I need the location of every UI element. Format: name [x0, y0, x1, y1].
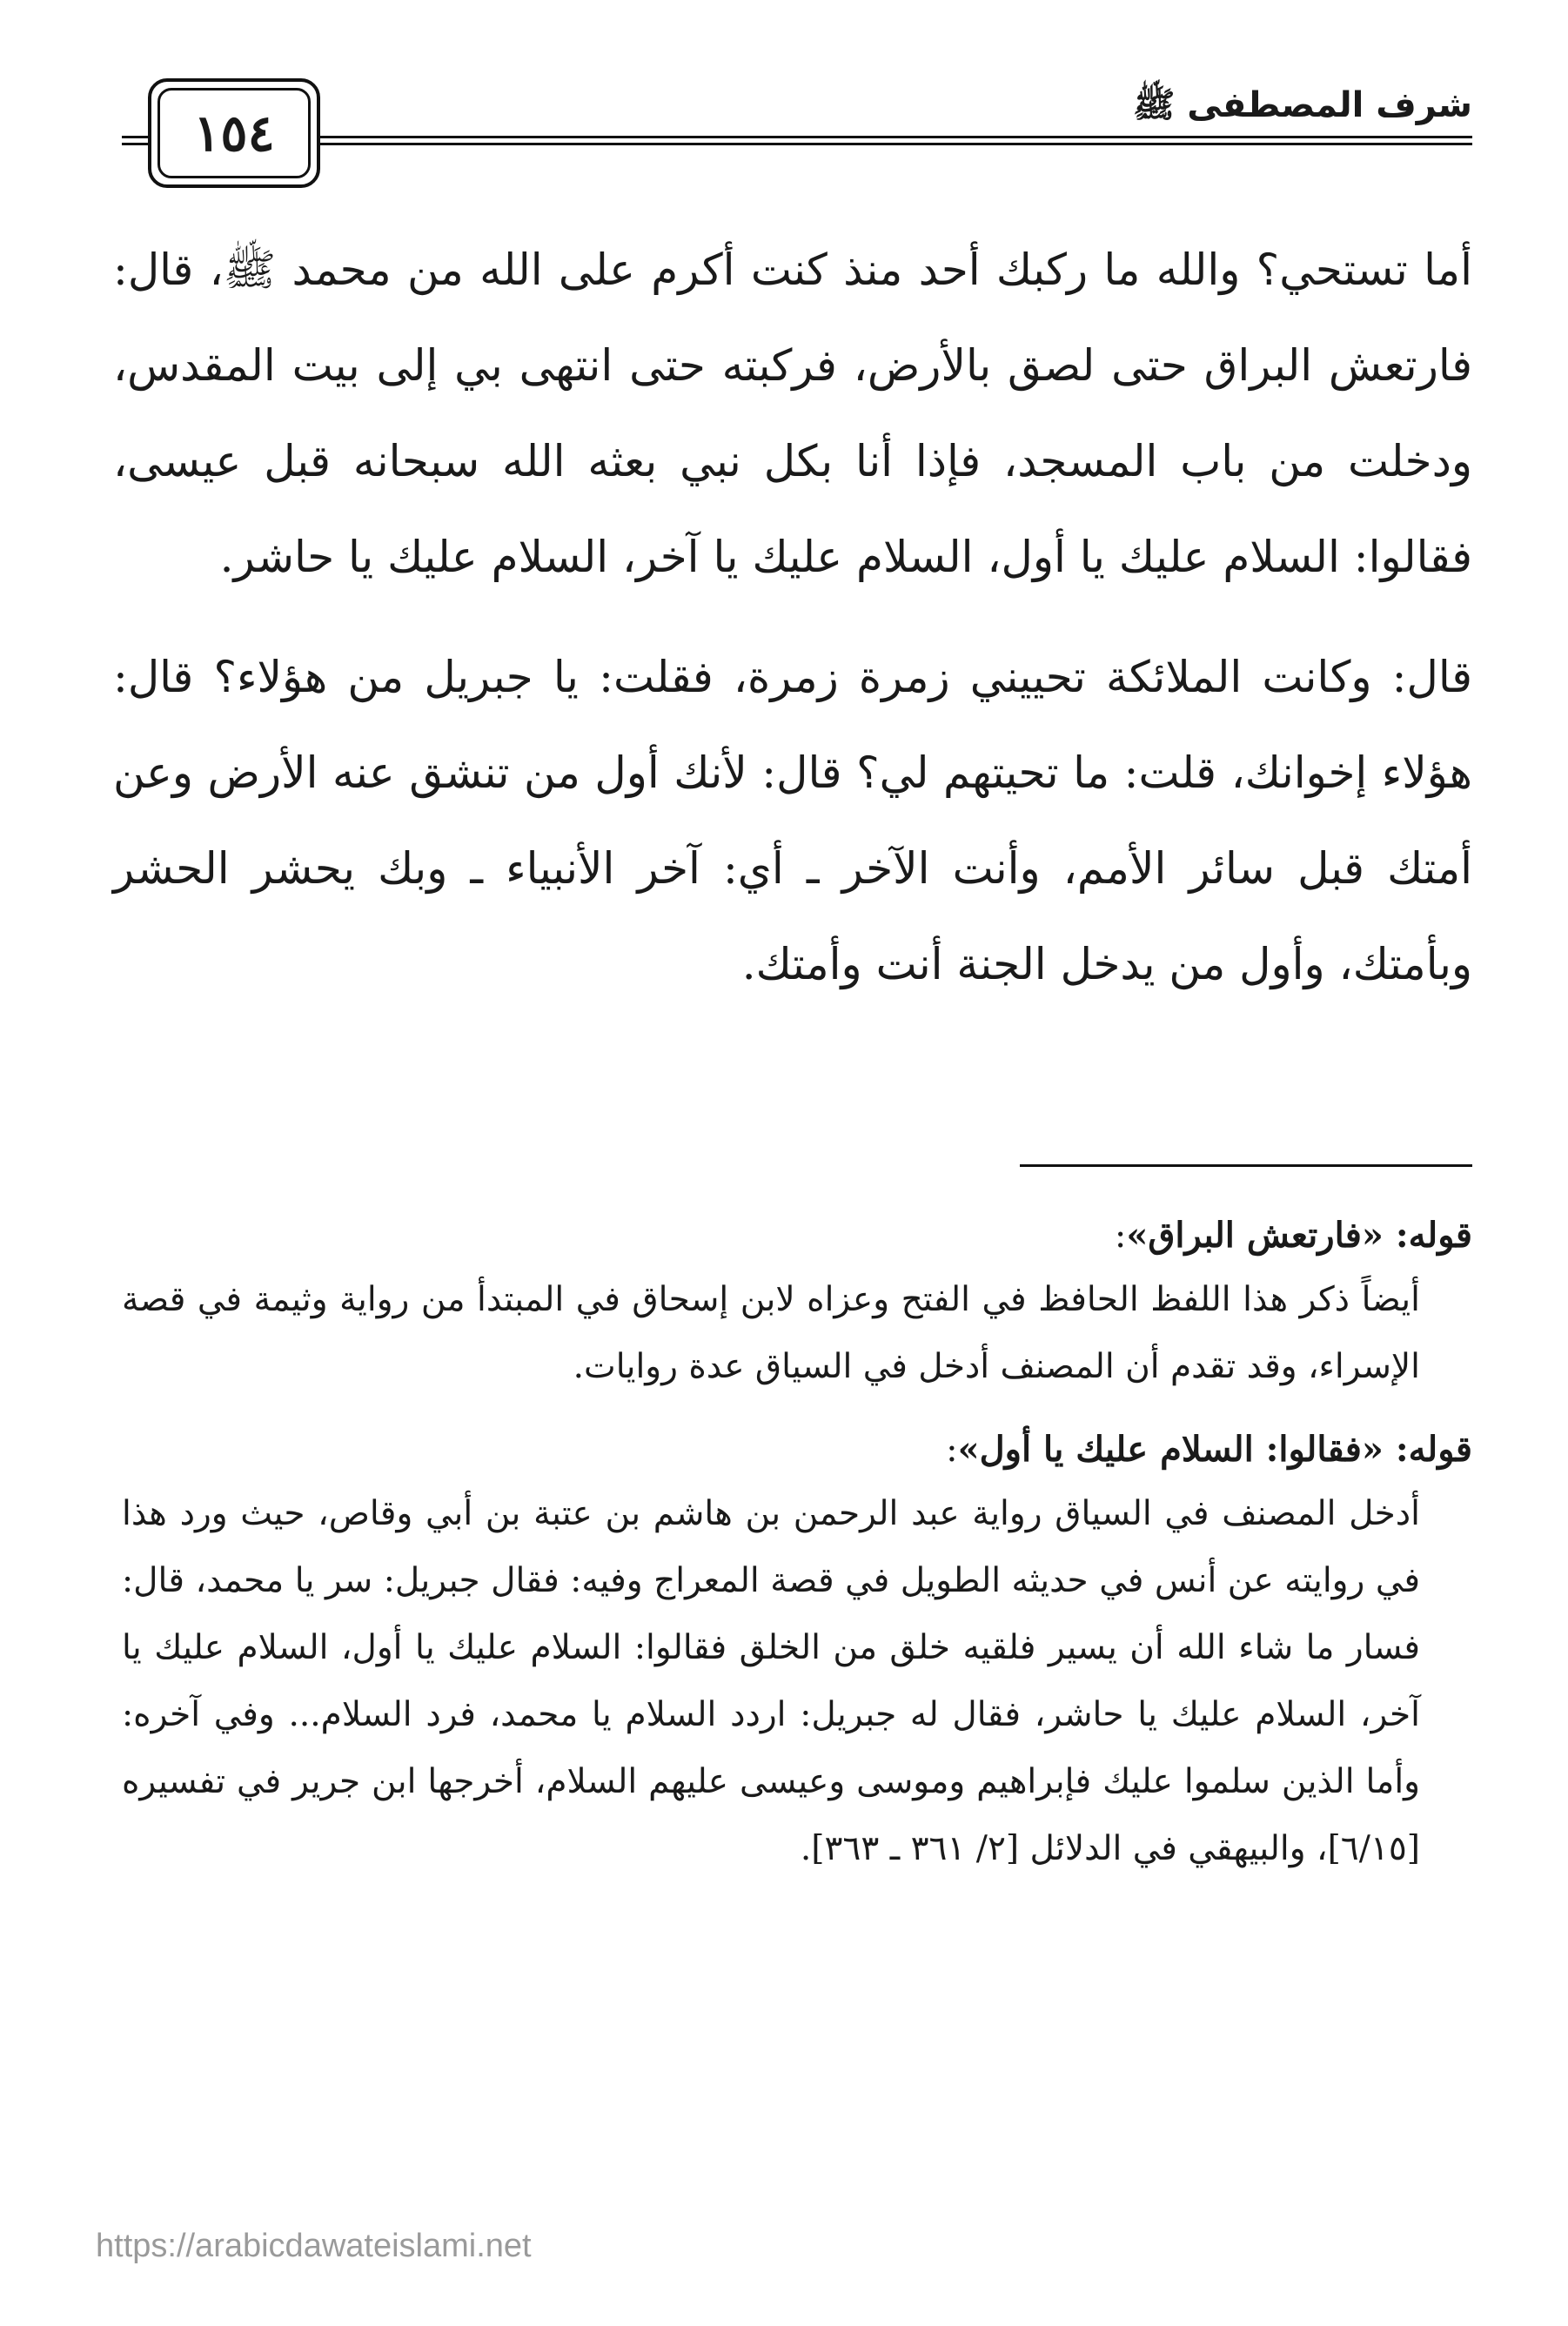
watermark-url: https://arabicdawateislami.net [96, 2228, 532, 2264]
paragraph: أما تستحي؟ والله ما ركبك أحد منذ كنت أكرم على الله من محمد ﷺ، قال: فارتعش البراق حتى لصق بالأرض، فركبته حتى انتهى بي إلى بيت المقدس، ودخلت من باب المسجد، فإذا أنا بكل نبي بعثه الله سبحانه قبل عيسى، فقالوا: السلام عليك يا أول، السلام عليك يا آخر، السلام عليك يا حاشر. [113, 245, 1472, 582]
footnote-body: أدخل المصنف في السياق رواية عبد الرحمن بن هاشم بن عتبة بن أبي وقاص، حيث ورد هذا في روايته عن أنس في حديثه الطويل في قصة المعراج وفيه: فقال جبريل: سر يا محمد، قال: فسار ما شاء الله أن يسير فلقيه خلق من الخلق فقالوا: السلام عليك يا أول، السلام عليك يا آخر، السلام عليك يا حاشر، فقال له جبريل: اردد السلام يا محمد، فرد السلام... وفي آخره: وأما الذين سلموا عليك فإبراهيم وموسى وعيسى عليهم السلام، أخرجها ابن جرير في تفسيره [٦/١٥]، والبيهقي في الدلائل [٢/ ٣٦١ ـ ٣٦٣]. [122, 1494, 1420, 1868]
footnote-suffix: : [946, 1430, 958, 1470]
footnote-quote: «فارتعش البراق» [1126, 1215, 1384, 1256]
footnote-label: قوله: [1383, 1215, 1472, 1256]
header-rule-bottom [122, 143, 1472, 145]
header-rule-top [122, 136, 1472, 138]
paragraph: قال: وكانت الملائكة تحييني زمرة زمرة، فقلت: يا جبريل من هؤلاء؟ قال: هؤلاء إخوانك، قلت: ما تحيتهم لي؟ قال: لأنك أول من تنشق عنه الأرض وعن أمتك قبل سائر الأمم، وأنت الآخر ـ أي: آخر الأنبياء ـ وبك يحشر الحشر وبأمتك، وأول من يدخل الجنة أنت وأمتك. [113, 652, 1472, 989]
page-number: ١٥٤ [193, 104, 275, 163]
running-title: شرف المصطفى ﷺ [1132, 85, 1472, 125]
page-number-frame [148, 78, 320, 188]
footnote-heading [122, 1419, 1472, 1480]
footnote-separator [1020, 1164, 1472, 1167]
footnote-suffix: : [1114, 1216, 1127, 1256]
footnote-quote: «فقالوا: السلام عليك يا أول» [957, 1429, 1384, 1470]
footnote [122, 1205, 1472, 1400]
footnote-body: أيضاً ذكر هذا اللفظ الحافظ في الفتح وعزاه لابن إسحاق في المبتدأ من رواية وثيمة في قصة الإسراء، وقد تقدم أن المصنف أدخل في السياق عدة روايات. [122, 1280, 1420, 1386]
footnotes [122, 1205, 1472, 1901]
footnote-heading [122, 1205, 1472, 1266]
page-header [122, 78, 1472, 183]
footnote-label: قوله: [1383, 1429, 1472, 1470]
main-text [113, 222, 1472, 1036]
footnote [122, 1419, 1472, 1882]
